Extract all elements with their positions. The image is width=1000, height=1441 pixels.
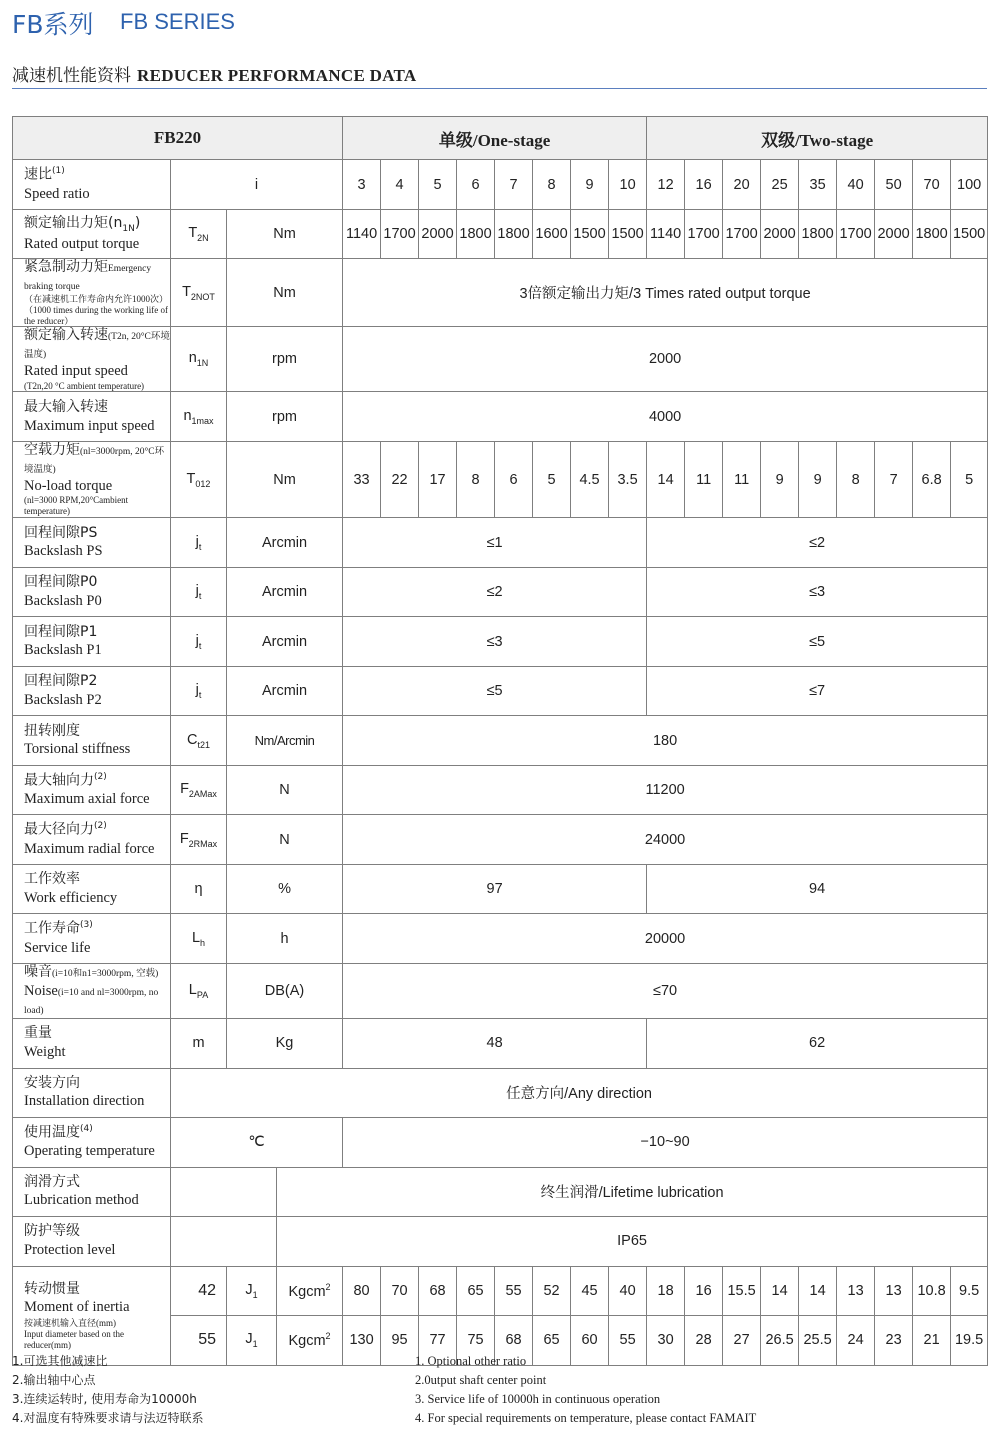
table-row-weight xyxy=(13,1018,988,1068)
symbol: $L_{PA}$ xyxy=(171,964,227,1019)
row-label: 速比$^{(1)}$ Speed ratio xyxy=(13,160,171,210)
unit: rpm xyxy=(227,327,343,392)
value-cell: 55 xyxy=(609,1315,647,1365)
value-cell: 1700 xyxy=(723,210,761,259)
section-title-en: REDUCER PERFORMANCE DATA xyxy=(137,66,417,85)
empty-cell xyxy=(171,1216,277,1266)
value-cell: 5 xyxy=(419,160,457,210)
unit: Arcmin xyxy=(227,568,343,617)
unit: h xyxy=(227,914,343,964)
value-cell: 30 xyxy=(647,1315,685,1365)
unit: Arcmin xyxy=(227,667,343,716)
value-cell: 14 xyxy=(799,1266,837,1315)
row-label: 空载力矩(nl=3000rpm, 20°C环境温度) No-load torque (nl=3000 RPM,20°Cambient temperature) xyxy=(13,442,171,518)
section-title xyxy=(12,61,417,86)
value-two-stage: 62 xyxy=(647,1018,988,1068)
symbol: $J_1$ xyxy=(227,1266,277,1315)
table-row-max-axial-force xyxy=(13,766,988,815)
label-cn: 速比 xyxy=(24,167,52,184)
unit: Nm xyxy=(227,259,343,327)
symbol: $n_{1N}$ xyxy=(171,327,227,392)
row-label: 转动惯量 Moment of inertia 按减速机输入直径(mm) Input diameter based on the reducer(mm) xyxy=(13,1266,171,1365)
value-cell: 75 xyxy=(457,1315,495,1365)
row-label: 回程间隙P2 Backslash P2 xyxy=(13,667,171,716)
value: 任意方向/Any direction xyxy=(171,1068,988,1117)
footnote: 3. Service life of 10000h in continuous operation xyxy=(415,1392,661,1406)
symbol: $n_{1max}$ xyxy=(171,392,227,442)
symbol: $j_t$ xyxy=(171,518,227,568)
value-cell: 100 xyxy=(951,160,988,210)
value-cell: 1500 xyxy=(571,210,609,259)
row-label: 工作寿命$^{(3)}$ Service life xyxy=(13,914,171,964)
value-cell: 1800 xyxy=(799,210,837,259)
value-cell: 35 xyxy=(799,160,837,210)
value-cell: 1700 xyxy=(685,210,723,259)
value-cell: 8 xyxy=(533,160,571,210)
value: 24000 xyxy=(343,815,988,865)
row-label: 扭转刚度 Torsional stiffness xyxy=(13,716,171,766)
value: 180 xyxy=(343,716,988,766)
unit: N xyxy=(227,766,343,815)
value-cell: 27 xyxy=(723,1315,761,1365)
value-cell: 40 xyxy=(609,1266,647,1315)
value-cell: 11 xyxy=(723,442,761,518)
row-label: 最大输入转速 Maximum input speed xyxy=(13,392,171,442)
value-two-stage: 94 xyxy=(647,865,988,914)
value-cell: 1700 xyxy=(837,210,875,259)
value-cell: 68 xyxy=(419,1266,457,1315)
row-label: 最大轴向力$^{(2)}$ Maximum axial force xyxy=(13,766,171,815)
value-cell: 16 xyxy=(685,160,723,210)
table-row-backlash-p0 xyxy=(13,568,988,617)
value-cell: 3 xyxy=(343,160,381,210)
symbol: $T_{2NOT}$ xyxy=(171,259,227,327)
table-row-lubrication xyxy=(13,1167,988,1216)
value: 4000 xyxy=(343,392,988,442)
value-cell: 11 xyxy=(685,442,723,518)
value-two-stage: ≤2 xyxy=(647,518,988,568)
table-row-noise xyxy=(13,964,988,1019)
performance-table xyxy=(12,116,988,1366)
value: 3倍额定输出力矩/3 Times rated output torque xyxy=(343,259,988,327)
value-cell: 26.5 xyxy=(761,1315,799,1365)
symbol: m xyxy=(171,1018,227,1068)
table-row-torsional-stiffness xyxy=(13,716,988,766)
row-label: 润滑方式 Lubrication method xyxy=(13,1167,171,1216)
value-two-stage: ≤7 xyxy=(647,667,988,716)
value-cell: 2000 xyxy=(419,210,457,259)
value-cell: 40 xyxy=(837,160,875,210)
value-cell: 1800 xyxy=(457,210,495,259)
table-row-rated-torque xyxy=(13,210,988,259)
symbol: $j_t$ xyxy=(171,667,227,716)
value: 终生润滑/Lifetime lubrication xyxy=(277,1167,988,1216)
value-cell: 16 xyxy=(685,1266,723,1315)
value-cell: 20 xyxy=(723,160,761,210)
value-cell: 6 xyxy=(495,442,533,518)
value-one-stage: ≤1 xyxy=(343,518,647,568)
value-two-stage: ≤3 xyxy=(647,568,988,617)
unit: ℃ xyxy=(171,1117,343,1167)
row-label: 使用温度$^{(4)}$ Operating temperature xyxy=(13,1117,171,1167)
value-one-stage: ≤5 xyxy=(343,667,647,716)
footnotes-cn xyxy=(12,1352,203,1428)
value-cell: 19.5 xyxy=(951,1315,988,1365)
empty-cell xyxy=(171,1167,277,1216)
value-one-stage: 48 xyxy=(343,1018,647,1068)
value-cell: 1800 xyxy=(913,210,951,259)
table-row-max-radial-force xyxy=(13,815,988,865)
value-cell: 1700 xyxy=(381,210,419,259)
value-cell: 1140 xyxy=(647,210,685,259)
value-cell: 1800 xyxy=(495,210,533,259)
value: ≤70 xyxy=(343,964,988,1019)
row-label: 额定输出力矩$(n_{1N})$ Rated output torque xyxy=(13,210,171,259)
value-cell: 13 xyxy=(837,1266,875,1315)
value-cell: 5 xyxy=(951,442,988,518)
footnote: 4. For special requirements on temperature, please contact FAMAIT xyxy=(415,1411,757,1425)
value-cell: 1500 xyxy=(951,210,988,259)
value-cell: 7 xyxy=(875,442,913,518)
value-cell: 4.5 xyxy=(571,442,609,518)
value-cell: 6 xyxy=(457,160,495,210)
value-cell: 9 xyxy=(761,442,799,518)
row-label: 回程间隙PS Backslash PS xyxy=(13,518,171,568)
value-cell: 13 xyxy=(875,1266,913,1315)
symbol: $j_t$ xyxy=(171,568,227,617)
row-label: 安装方向 Installation direction xyxy=(13,1068,171,1117)
row-label: 工作效率 Work efficiency xyxy=(13,865,171,914)
value-cell: 10 xyxy=(609,160,647,210)
footnote: 1.可选其他减速比 xyxy=(12,1354,108,1368)
value-cell: 28 xyxy=(685,1315,723,1365)
footnote: 1. Optional other ratio xyxy=(415,1354,527,1368)
value-cell: 24 xyxy=(837,1315,875,1365)
unit: N xyxy=(227,815,343,865)
value-cell: 1500 xyxy=(609,210,647,259)
unit: Kg xyxy=(227,1018,343,1068)
table-row-noload-torque xyxy=(13,442,988,518)
unit: Kgcm$^2$ xyxy=(277,1315,343,1365)
table-row-backlash-p1 xyxy=(13,617,988,667)
value-cell: 17 xyxy=(419,442,457,518)
symbol: $F_{2AMax}$ xyxy=(171,766,227,815)
value: IP65 xyxy=(277,1216,988,1266)
value-cell: 9.5 xyxy=(951,1266,988,1315)
series-title-cn: FB系列 xyxy=(12,10,94,39)
unit: Arcmin xyxy=(227,617,343,667)
row-label: 紧急制动力矩Emergency braking torque （在减速机工作寿命内允许1000次） （1000 times during the working life of the reducer） xyxy=(13,259,171,327)
input-diameter: 55 xyxy=(171,1315,227,1365)
value-cell: 65 xyxy=(457,1266,495,1315)
value-cell: 14 xyxy=(647,442,685,518)
value-cell: 55 xyxy=(495,1266,533,1315)
value-cell: 2000 xyxy=(875,210,913,259)
value-cell: 60 xyxy=(571,1315,609,1365)
value-cell: 45 xyxy=(571,1266,609,1315)
value-cell: 4 xyxy=(381,160,419,210)
symbol: $C_{t21}$ xyxy=(171,716,227,766)
value-cell: 14 xyxy=(761,1266,799,1315)
unit: Nm xyxy=(227,210,343,259)
value-cell: 5 xyxy=(533,442,571,518)
row-label: 回程间隙P0 Backslash P0 xyxy=(13,568,171,617)
value-cell: 70 xyxy=(913,160,951,210)
input-diameter: 42 xyxy=(171,1266,227,1315)
value-cell: 7 xyxy=(495,160,533,210)
value-one-stage: ≤3 xyxy=(343,617,647,667)
value-cell: 6.8 xyxy=(913,442,951,518)
unit: rpm xyxy=(227,392,343,442)
value: −10~90 xyxy=(343,1117,988,1167)
value-cell: 22 xyxy=(381,442,419,518)
header-row xyxy=(13,117,988,160)
value: 2000 xyxy=(343,327,988,392)
footnotes-en xyxy=(415,1352,756,1428)
row-label: 回程间隙P1 Backslash P1 xyxy=(13,617,171,667)
title-divider xyxy=(12,88,987,89)
symbol: $T_{012}$ xyxy=(171,442,227,518)
table-row-emergency-torque xyxy=(13,259,988,327)
table-row-rated-input-speed xyxy=(13,327,988,392)
value-cell: 23 xyxy=(875,1315,913,1365)
value-cell: 1140 xyxy=(343,210,381,259)
value-cell: 1600 xyxy=(533,210,571,259)
table-row-efficiency xyxy=(13,865,988,914)
symbol: η xyxy=(171,865,227,914)
symbol: $T_{2N}$ xyxy=(171,210,227,259)
table-row-installation xyxy=(13,1068,988,1117)
row-label: 噪音(i=10和n1=3000rpm, 空载) Noise(i=10 and nl=3000rpm, no load) xyxy=(13,964,171,1019)
value-two-stage: ≤5 xyxy=(647,617,988,667)
section-title-cn: 减速机性能资料 xyxy=(12,66,131,86)
value-cell: 12 xyxy=(647,160,685,210)
series-title-en: FB SERIES xyxy=(120,9,235,34)
footnote: 3.连续运转时, 使用寿命为10000h xyxy=(12,1392,197,1406)
value-cell: 9 xyxy=(799,442,837,518)
table-row-backlash-ps xyxy=(13,518,988,568)
symbol: i xyxy=(171,160,343,210)
value-cell: 8 xyxy=(457,442,495,518)
value-cell: 50 xyxy=(875,160,913,210)
value-cell: 18 xyxy=(647,1266,685,1315)
value: 20000 xyxy=(343,914,988,964)
value-cell: 25 xyxy=(761,160,799,210)
symbol: $L_h$ xyxy=(171,914,227,964)
value: 11200 xyxy=(343,766,988,815)
table-row-max-input-speed xyxy=(13,392,988,442)
value-cell: 33 xyxy=(343,442,381,518)
value-one-stage: 97 xyxy=(343,865,647,914)
table-row-service-life xyxy=(13,914,988,964)
model-name: FB220 xyxy=(13,117,343,160)
unit: Nm xyxy=(227,442,343,518)
row-label: 额定输入转速(T2n, 20°C环境温度) Rated input speed (T2n,20 °C ambient temperature) xyxy=(13,327,171,392)
symbol: $F_{2RMax}$ xyxy=(171,815,227,865)
value-cell: 8 xyxy=(837,442,875,518)
value-cell: 65 xyxy=(533,1315,571,1365)
label-en: Speed ratio xyxy=(24,185,90,202)
unit: % xyxy=(227,865,343,914)
unit: DB(A) xyxy=(227,964,343,1019)
table-row-protection xyxy=(13,1216,988,1266)
value-cell: 25.5 xyxy=(799,1315,837,1365)
value-cell: 80 xyxy=(343,1266,381,1315)
value-cell: 68 xyxy=(495,1315,533,1365)
row-label: 重量 Weight xyxy=(13,1018,171,1068)
value-cell: 21 xyxy=(913,1315,951,1365)
value-cell: 70 xyxy=(381,1266,419,1315)
table-row-speed-ratio xyxy=(13,160,988,210)
row-label: 防护等级 Protection level xyxy=(13,1216,171,1266)
value-cell: 52 xyxy=(533,1266,571,1315)
value-cell: 2000 xyxy=(761,210,799,259)
value-cell: 3.5 xyxy=(609,442,647,518)
one-stage-header: 单级/One-stage xyxy=(343,117,647,160)
unit: Kgcm$^2$ xyxy=(277,1266,343,1315)
value-cell: 130 xyxy=(343,1315,381,1365)
value-cell: 95 xyxy=(381,1315,419,1365)
footnote: 2.0utput shaft center point xyxy=(415,1373,547,1387)
unit: Nm/Arcmin xyxy=(227,716,343,766)
value-one-stage: ≤2 xyxy=(343,568,647,617)
symbol: $J_1$ xyxy=(227,1315,277,1365)
table-row-backlash-p2 xyxy=(13,667,988,716)
symbol: $j_t$ xyxy=(171,617,227,667)
value-cell: 9 xyxy=(571,160,609,210)
row-label: 最大径向力$^{(2)}$ Maximum radial force xyxy=(13,815,171,865)
table-row-temperature xyxy=(13,1117,988,1167)
value-cell: 77 xyxy=(419,1315,457,1365)
unit: Arcmin xyxy=(227,518,343,568)
two-stage-header: 双级/Two-stage xyxy=(647,117,988,160)
value-cell: 10.8 xyxy=(913,1266,951,1315)
footnote: 4.对温度有特殊要求请与法迈特联系 xyxy=(12,1411,204,1425)
footnote: 2.输出轴中心点 xyxy=(12,1373,96,1387)
value-cell: 15.5 xyxy=(723,1266,761,1315)
table-row-inertia-42 xyxy=(13,1266,988,1315)
